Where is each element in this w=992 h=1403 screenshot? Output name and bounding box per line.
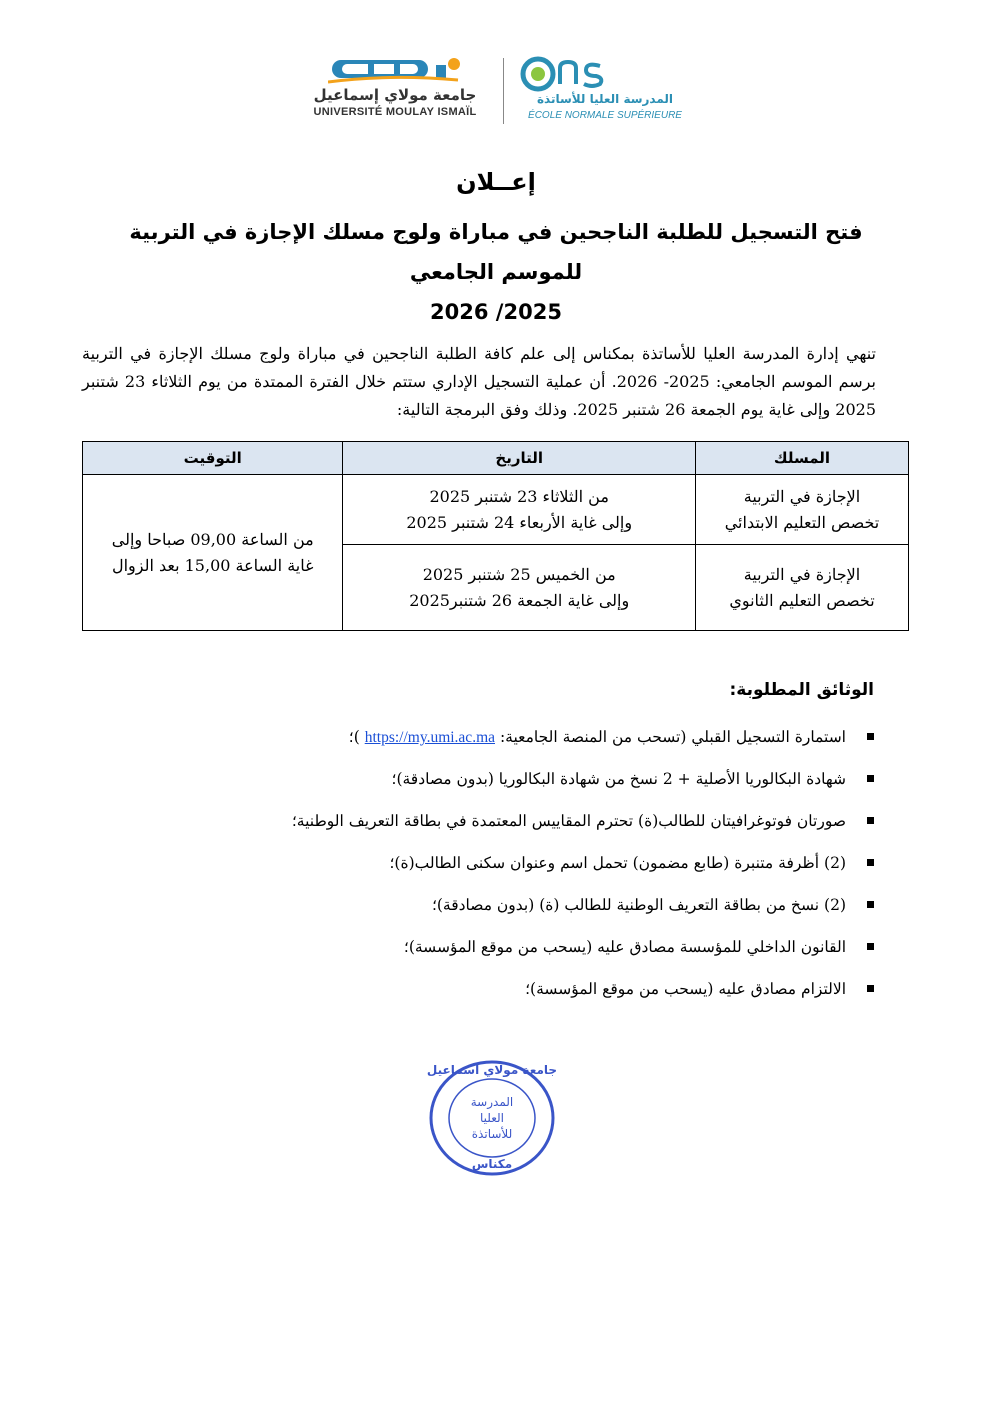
date-cell bbox=[343, 475, 696, 545]
document-text: الالتزام مصادق عليه (يسحب من موقع المؤسسة)؛ bbox=[525, 980, 846, 998]
track-cell bbox=[695, 475, 908, 545]
umi-arabic-name: جامعة مولاي إسماعيل bbox=[313, 86, 477, 104]
header-time: التوقيت bbox=[83, 442, 343, 475]
date-line-2: وإلى غاية الجمعة 26 شتنبر2025 bbox=[409, 590, 630, 610]
announcement-subtitle bbox=[110, 212, 882, 332]
documents-title: الوثائق المطلوبة: bbox=[729, 680, 874, 700]
umi-latin-name: UNIVERSITÉ MOULAY ISMAÏL bbox=[313, 106, 477, 118]
ens-arabic-name: المدرسة العليا للأساتذة bbox=[536, 92, 674, 106]
bullet-icon bbox=[867, 985, 874, 992]
stamp-line-3: للأساتذة bbox=[471, 1127, 513, 1141]
ens-latin-name: ÉCOLE NORMALE SUPÉRIEURE bbox=[528, 110, 682, 121]
ens-logo-mark bbox=[520, 54, 610, 94]
date-line-2: وإلى غاية الأربعاء 24 شتنبر 2025 bbox=[406, 512, 633, 532]
bullet-icon bbox=[867, 733, 874, 740]
platform-link[interactable]: https://my.umi.ac.ma bbox=[364, 729, 495, 746]
header-logos bbox=[0, 52, 992, 132]
document-text: القانون الداخلي للمؤسسة مصادق عليه (يسحب من موقع المؤسسة)؛ bbox=[403, 938, 846, 956]
stamp-ring-text: جامعة مولاي اسماعيل bbox=[427, 1063, 557, 1077]
intro-paragraph: تنهي إدارة المدرسة العليا للأساتذة بمكناس إلى علم كافة الطلبة الناجحين في مباراة ولوج مسلك الإجازة في التربية برسم الموسم الجامعي: 2025- 2026. أن عملية التسجيل الإداري ستتم خلال الفترة الممتدة من يوم الثلاثاء 23 شتنبر 2025 وإلى غاية يوم الجمعة 26 شتنبر 2025. وذلك وفق البرمجة التالية: bbox=[82, 344, 876, 419]
official-stamp bbox=[427, 1058, 557, 1178]
announcement-title: إعــلان bbox=[456, 168, 536, 196]
stamp-line-2: العليا bbox=[479, 1111, 505, 1125]
track-line-1: الإجازة في التربية bbox=[743, 564, 861, 584]
list-item bbox=[176, 718, 876, 760]
list-item bbox=[176, 928, 876, 970]
track-line-2: تخصص التعليم الابتدائي bbox=[724, 512, 880, 532]
date-line-1: من الخميس 25 شتنبر 2025 bbox=[422, 564, 616, 584]
document-text: (2) أظرفة متنبرة (طابع مضمون) تحمل اسم وعنوان سكنى الطالب(ة)؛ bbox=[389, 854, 846, 872]
bullet-icon bbox=[867, 859, 874, 866]
subtitle-line-1: فتح التسجيل للطلبة الناجحين في مباراة ولوج مسلك الإجازة في التربية للموسم الجامعي bbox=[129, 220, 863, 284]
document-text: (2) نسخ من بطاقة التعريف الوطنية للطالب (ة) (بدون مصادقة)؛ bbox=[431, 896, 846, 914]
bullet-icon bbox=[867, 817, 874, 824]
track-line-1: الإجازة في التربية bbox=[743, 486, 861, 506]
schedule-table bbox=[82, 441, 909, 631]
document-text: استمارة التسجيل القبلي (تسحب من المنصة الجامعية: bbox=[499, 728, 846, 746]
logo-divider bbox=[503, 58, 504, 124]
date-line-1: من الثلاثاء 23 شتنبر 2025 bbox=[429, 486, 609, 506]
table-row bbox=[83, 475, 909, 545]
table-header-row bbox=[83, 442, 909, 475]
header-track: المسلك bbox=[695, 442, 908, 475]
list-item bbox=[176, 844, 876, 886]
documents-list bbox=[176, 718, 876, 1012]
time-line-1: من الساعة 09,00 صباحا وإلى bbox=[111, 529, 314, 549]
umi-logo-mark bbox=[328, 56, 466, 84]
bullet-icon bbox=[867, 775, 874, 782]
track-line-2: تخصص التعليم الثانوي bbox=[729, 590, 875, 610]
subtitle-line-2: 2025/ 2026 bbox=[430, 300, 562, 324]
document-text-end: )؛ bbox=[348, 728, 360, 746]
time-cell bbox=[83, 475, 343, 631]
date-cell bbox=[343, 545, 696, 631]
header-date: التاريخ bbox=[343, 442, 696, 475]
document-text: شهادة البكالوريا الأصلية + 2 نسخ من شهادة البكالوريا (بدون مصادقة)؛ bbox=[391, 770, 846, 788]
document-text: صورتان فوتوغرافيتان للطالب(ة) تحترم المقاييس المعتمدة في بطاقة التعريف الوطنية؛ bbox=[291, 812, 846, 830]
bullet-icon bbox=[867, 901, 874, 908]
stamp-bottom-text: مكناس bbox=[471, 1157, 513, 1171]
time-line-2: غاية الساعة 15,00 بعد الزوال bbox=[111, 555, 314, 575]
umi-logo bbox=[300, 52, 490, 127]
ens-logo bbox=[515, 52, 695, 127]
bullet-icon bbox=[867, 943, 874, 950]
list-item bbox=[176, 760, 876, 802]
track-cell bbox=[695, 545, 908, 631]
list-item bbox=[176, 802, 876, 844]
list-item bbox=[176, 970, 876, 1012]
stamp-line-1: المدرسة bbox=[470, 1095, 514, 1109]
list-item bbox=[176, 886, 876, 928]
